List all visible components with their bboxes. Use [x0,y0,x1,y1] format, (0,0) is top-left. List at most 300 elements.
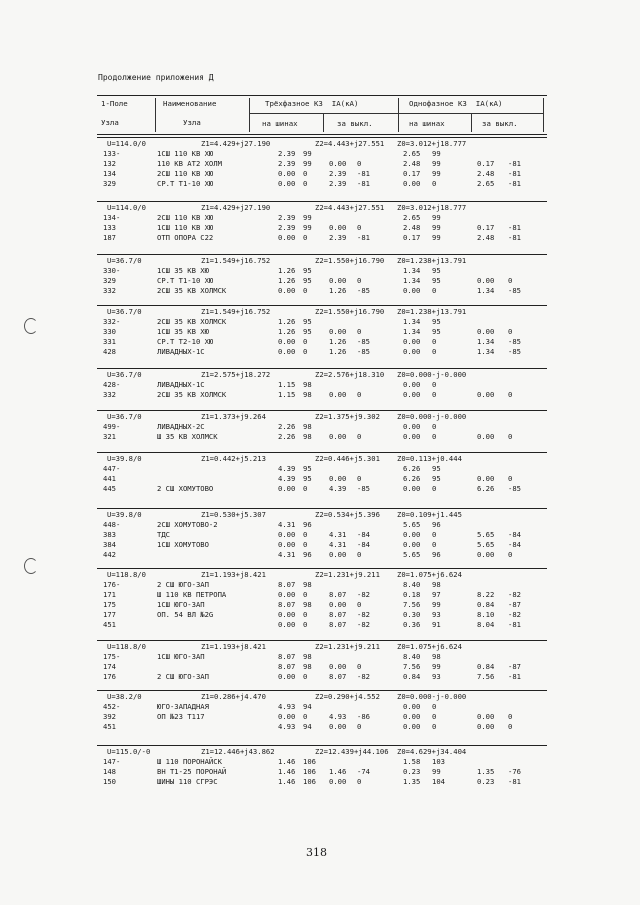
header-after-switch: за выкл. [337,119,373,128]
cell-tp-bus: 8.07 [278,652,296,661]
cell-name: 110 КВ АТ2 ХОЛМ [157,159,222,168]
cell-sp-bus: 0.00 [403,179,421,188]
cell-tp-bus-ang: 95 [303,317,312,326]
cell-tp-bus-ang: 0 [303,610,308,619]
cell-sp-bus-ang: 99 [432,159,441,168]
cell-sp-sw: 6.26 [477,484,495,493]
cell-node: 392 [103,712,116,721]
block-z2: Z2=1.550+j16.790 [315,307,385,316]
table-row [97,767,547,777]
cell-sp-bus-ang: 0 [432,432,437,441]
cell-sp-sw: 2.48 [477,169,495,178]
table-row [97,722,547,732]
table-row [97,266,547,276]
table-row [97,520,547,530]
cell-tp-sw: 0.00 [329,390,347,399]
cell-name: ЛИВАДНЫХ-2С [157,422,205,431]
cell-tp-bus-ang: 0 [303,179,308,188]
cell-name: 1СШ 110 КВ ХЮ [157,223,214,232]
cell-sp-sw: 2.48 [477,233,495,242]
cell-tp-sw-ang: 0 [357,600,362,609]
cell-name: СР.Т Т1-10 ХЮ [157,179,214,188]
cell-sp-sw-ang: -84 [508,530,521,539]
cell-sp-sw-ang: -81 [508,179,521,188]
cell-name: ЮГО-ЗАПАДНАЯ [157,702,209,711]
block-header [97,412,547,422]
table-row [97,286,547,296]
cell-tp-bus-ang: 0 [303,286,308,295]
cell-name: 1СШ 35 КВ ХЮ [157,327,209,336]
cell-sp-bus: 0.00 [403,422,421,431]
block-header [97,256,547,266]
block-u: U=39.8/0 [107,454,142,463]
cell-sp-sw-ang: -81 [508,620,521,629]
cell-node: 329 [103,179,116,188]
cell-sp-bus: 6.26 [403,464,421,473]
block-z0: Z0=1.075+j6.624 [397,642,462,651]
block-z1: Z1=1.193+j8.421 [201,642,266,651]
header-on-buses: на шинах [262,119,298,128]
cell-sp-sw-ang: -76 [508,767,521,776]
cell-node: 175- [103,652,121,661]
cell-tp-sw: 0.00 [329,777,347,786]
cell-sp-sw-ang: 0 [508,276,513,285]
cell-sp-bus: 1.34 [403,276,421,285]
cell-sp-sw: 8.10 [477,610,495,619]
table-row [97,390,547,400]
block-z1: Z1=12.446+j43.862 [201,747,275,756]
cell-name: 2 СШ ЮГО-ЗАП [157,580,209,589]
cell-tp-sw-ang: -81 [357,169,370,178]
table-row [97,620,547,630]
cell-sp-bus: 0.17 [403,169,421,178]
cell-tp-bus: 2.26 [278,422,296,431]
cell-sp-sw: 0.84 [477,662,495,671]
cell-sp-bus: 0.36 [403,620,421,629]
cell-tp-bus: 2.39 [278,149,296,158]
cell-node: 499- [103,422,121,431]
cell-tp-sw-ang: 0 [357,276,362,285]
block-z1: Z1=1.193+j8.421 [201,570,266,579]
block-z1: Z1=0.530+j5.307 [201,510,266,519]
cell-sp-bus: 0.00 [403,286,421,295]
table-row [97,712,547,722]
cell-tp-sw-ang: -84 [357,540,370,549]
block-u: U=39.8/0 [107,510,142,519]
cell-sp-bus: 0.30 [403,610,421,619]
block-z2: Z2=4.443+j27.551 [315,203,385,212]
header-on-buses-single: на шинах [409,119,445,128]
cell-node: 177 [103,610,116,619]
cell-tp-sw-ang: -82 [357,672,370,681]
cell-tp-bus-ang: 99 [303,149,312,158]
cell-tp-bus: 0.00 [278,484,296,493]
cell-node: 176- [103,580,121,589]
cell-node: 176 [103,672,116,681]
table-row [97,662,547,672]
block-z2: Z2=1.550+j16.790 [315,256,385,265]
cell-tp-bus-ang: 99 [303,213,312,222]
block-header [97,307,547,317]
cell-tp-bus-ang: 95 [303,327,312,336]
cell-sp-bus-ang: 98 [432,652,441,661]
cell-sp-bus-ang: 99 [432,233,441,242]
page-number: 318 [306,846,327,859]
cell-sp-sw: 2.65 [477,179,495,188]
block-z1: Z1=4.429+j27.190 [201,203,271,212]
cell-sp-bus: 7.56 [403,600,421,609]
cell-tp-bus-ang: 106 [303,777,316,786]
table-row [97,540,547,550]
block-z1: Z1=0.286+j4.470 [201,692,266,701]
block-z0: Z0=0.000-j-0.000 [397,692,467,701]
block-z2: Z2=4.443+j27.551 [315,139,385,148]
cell-node: 332- [103,317,121,326]
cell-tp-bus-ang: 98 [303,600,312,609]
cell-node: 329 [103,276,116,285]
cell-sp-bus-ang: 97 [432,590,441,599]
block-z0: Z0=0.000-j-0.000 [397,412,467,421]
table-row [97,464,547,474]
block-u: U=118.8/0 [107,570,146,579]
cell-name: ОТП ОПОРА С22 [157,233,214,242]
cell-tp-sw: 0.00 [329,327,347,336]
table-row [97,600,547,610]
cell-tp-bus-ang: 106 [303,767,316,776]
cell-sp-bus: 0.00 [403,337,421,346]
cell-sp-bus-ang: 0 [432,702,437,711]
cell-sp-sw: 0.00 [477,432,495,441]
cell-sp-bus-ang: 0 [432,286,437,295]
cell-tp-sw: 0.00 [329,662,347,671]
cell-sp-bus: 0.00 [403,347,421,356]
cell-sp-sw: 0.84 [477,600,495,609]
cell-name: 2СШ ХОМУТОВО-2 [157,520,218,529]
cell-sp-bus-ang: 95 [432,327,441,336]
cell-tp-bus: 4.39 [278,464,296,473]
cell-sp-bus-ang: 98 [432,580,441,589]
cell-node: 383 [103,530,116,539]
cell-tp-bus-ang: 95 [303,474,312,483]
cell-node: 330- [103,266,121,275]
cell-tp-bus: 0.00 [278,540,296,549]
cell-tp-sw-ang: 0 [357,474,362,483]
cell-tp-sw: 1.26 [329,347,347,356]
table-row [97,757,547,767]
cell-sp-bus: 0.00 [403,702,421,711]
cell-tp-bus: 8.07 [278,580,296,589]
cell-sp-sw-ang: 0 [508,474,513,483]
table-row [97,337,547,347]
cell-tp-bus: 2.39 [278,213,296,222]
cell-name: 1СШ 110 КВ ХЮ [157,149,214,158]
cell-sp-bus-ang: 95 [432,464,441,473]
table-row [97,672,547,682]
cell-name: Ш 110 КВ ПЕТРОПА [157,590,227,599]
cell-name: ЛИВАДНЫХ-1С [157,347,205,356]
table-row [97,213,547,223]
scan-mark [24,558,38,574]
block-z1: Z1=2.575+j18.272 [201,370,271,379]
block-u: U=36.7/0 [107,307,142,316]
cell-tp-bus-ang: 94 [303,722,312,731]
cell-tp-sw-ang: -82 [357,590,370,599]
cell-tp-sw: 0.00 [329,600,347,609]
cell-sp-bus-ang: 104 [432,777,445,786]
cell-tp-bus: 2.26 [278,432,296,441]
block-z2: Z2=0.290+j4.552 [315,692,380,701]
cell-sp-sw: 0.17 [477,223,495,232]
cell-sp-sw-ang: 0 [508,327,513,336]
cell-sp-sw: 5.65 [477,540,495,549]
cell-sp-bus: 5.65 [403,550,421,559]
block-header [97,642,547,652]
cell-tp-bus: 1.46 [278,777,296,786]
cell-tp-bus: 1.26 [278,276,296,285]
table-row [97,580,547,590]
cell-tp-sw-ang: 0 [357,722,362,731]
block-z0: Z0=3.012+j18.777 [397,203,467,212]
cell-node: 171 [103,590,116,599]
cell-tp-bus: 0.00 [278,530,296,539]
cell-sp-sw: 0.17 [477,159,495,168]
cell-node: 150 [103,777,116,786]
table-row [97,223,547,233]
header-name-line2: Узла [183,118,201,127]
cell-sp-bus-ang: 96 [432,520,441,529]
cell-sp-bus: 0.00 [403,722,421,731]
cell-node: 447- [103,464,121,473]
cell-tp-bus: 4.93 [278,702,296,711]
cell-node: 445 [103,484,116,493]
cell-name: 2 СШ ЮГО-ЗАП [157,672,209,681]
cell-sp-bus-ang: 0 [432,347,437,356]
table-row [97,347,547,357]
cell-sp-bus: 6.26 [403,474,421,483]
table-row [97,149,547,159]
cell-sp-bus: 0.23 [403,767,421,776]
cell-tp-bus: 0.00 [278,620,296,629]
cell-tp-bus-ang: 0 [303,169,308,178]
cell-tp-bus-ang: 98 [303,422,312,431]
cell-node: 448- [103,520,121,529]
cell-tp-bus: 0.00 [278,179,296,188]
cell-tp-bus: 0.00 [278,672,296,681]
block-z2: Z2=0.534+j5.396 [315,510,380,519]
cell-sp-bus: 0.00 [403,540,421,549]
cell-tp-sw: 8.07 [329,590,347,599]
cell-name: 2СШ 35 КВ ХОЛМСК [157,390,227,399]
cell-tp-sw-ang: -81 [357,179,370,188]
cell-name: 1СШ ЮГО-ЗАП [157,652,205,661]
cell-sp-bus: 1.34 [403,317,421,326]
cell-tp-sw: 8.07 [329,672,347,681]
cell-tp-bus-ang: 0 [303,347,308,356]
cell-node: 384 [103,540,116,549]
cell-tp-bus-ang: 99 [303,159,312,168]
block-u: U=36.7/0 [107,256,142,265]
cell-tp-bus-ang: 0 [303,540,308,549]
table-row [97,380,547,390]
header-single-phase: Однофазное КЗ IA(кA) [409,99,503,108]
cell-tp-bus: 0.00 [278,169,296,178]
cell-node: 147- [103,757,121,766]
cell-sp-bus-ang: 0 [432,712,437,721]
cell-sp-bus-ang: 0 [432,380,437,389]
cell-sp-bus-ang: 95 [432,266,441,275]
cell-sp-bus-ang: 99 [432,213,441,222]
cell-tp-sw: 0.00 [329,159,347,168]
cell-tp-bus-ang: 95 [303,266,312,275]
cell-sp-sw: 0.23 [477,777,495,786]
cell-node: 332 [103,286,116,295]
cell-sp-sw-ang: -82 [508,590,521,599]
cell-sp-bus: 0.00 [403,530,421,539]
cell-sp-sw-ang: 0 [508,432,513,441]
cell-tp-sw: 1.26 [329,337,347,346]
block-u: U=115.0/-0 [107,747,151,756]
cell-tp-bus: 1.46 [278,767,296,776]
cell-sp-bus: 2.65 [403,213,421,222]
cell-tp-sw: 4.31 [329,540,347,549]
cell-sp-sw-ang: -81 [508,169,521,178]
cell-tp-bus-ang: 98 [303,580,312,589]
block-header [97,139,547,149]
block-u: U=118.8/0 [107,642,146,651]
block-z2: Z2=12.439+j44.106 [315,747,389,756]
cell-sp-bus: 8.40 [403,580,421,589]
cell-sp-sw-ang: 0 [508,550,513,559]
cell-tp-bus-ang: 98 [303,380,312,389]
cell-tp-sw-ang: -82 [357,610,370,619]
cell-sp-bus-ang: 95 [432,474,441,483]
cell-tp-sw: 2.39 [329,169,347,178]
cell-name: 2СШ 35 КВ ХОЛМСК [157,317,227,326]
block-z0: Z0=0.000-j-0.000 [397,370,467,379]
cell-tp-sw-ang: 0 [357,159,362,168]
cell-sp-sw: 5.65 [477,530,495,539]
cell-sp-bus-ang: 103 [432,757,445,766]
cell-node: 441 [103,474,116,483]
scan-mark [24,318,38,334]
cell-node: 452- [103,702,121,711]
block-z0: Z0=1.075+j6.624 [397,570,462,579]
cell-sp-sw-ang: -81 [508,777,521,786]
cell-tp-bus-ang: 98 [303,652,312,661]
cell-name: 2СШ 110 КВ ХЮ [157,213,214,222]
cell-tp-bus-ang: 94 [303,702,312,711]
cell-tp-sw-ang: -85 [357,347,370,356]
cell-tp-sw-ang: 0 [357,390,362,399]
cell-node: 132 [103,159,116,168]
cell-sp-sw-ang: -85 [508,347,521,356]
table-row [97,179,547,189]
cell-tp-bus: 0.00 [278,590,296,599]
table-row [97,610,547,620]
cell-tp-sw: 0.00 [329,223,347,232]
cell-tp-bus-ang: 0 [303,620,308,629]
cell-sp-bus-ang: 0 [432,390,437,399]
cell-tp-sw: 4.31 [329,530,347,539]
cell-sp-sw-ang: -87 [508,662,521,671]
table-row [97,590,547,600]
cell-tp-bus: 1.26 [278,327,296,336]
cell-sp-bus: 1.34 [403,266,421,275]
cell-tp-bus: 1.46 [278,757,296,766]
block-u: U=36.7/0 [107,412,142,421]
cell-tp-sw-ang: 0 [357,662,362,671]
cell-node: 134- [103,213,121,222]
cell-tp-bus-ang: 0 [303,712,308,721]
cell-sp-sw-ang: 0 [508,390,513,399]
cell-tp-sw-ang: -85 [357,286,370,295]
cell-name: Ш 110 ПОРОНАЙСК [157,757,222,766]
block-z2: Z2=1.231+j9.211 [315,570,380,579]
block-u: U=36.7/0 [107,370,142,379]
cell-tp-sw: 1.26 [329,286,347,295]
cell-sp-sw: 0.00 [477,327,495,336]
cell-tp-sw-ang: -85 [357,484,370,493]
cell-tp-bus: 8.07 [278,662,296,671]
cell-node: 175 [103,600,116,609]
cell-name: 1СШ ЮГО-ЗАП [157,600,205,609]
block-z1: Z1=0.442+j5.213 [201,454,266,463]
cell-tp-sw: 4.39 [329,484,347,493]
cell-sp-sw: 0.00 [477,390,495,399]
cell-tp-sw-ang: 0 [357,327,362,336]
cell-sp-sw: 0.00 [477,474,495,483]
cell-tp-bus-ang: 99 [303,223,312,232]
cell-sp-bus: 2.48 [403,159,421,168]
cell-tp-sw-ang: 0 [357,550,362,559]
block-z1: Z1=4.429+j27.190 [201,139,271,148]
cell-sp-sw-ang: -85 [508,484,521,493]
cell-sp-sw: 1.34 [477,337,495,346]
cell-tp-bus-ang: 0 [303,337,308,346]
cell-tp-sw-ang: -86 [357,712,370,721]
header-name-line1: Наименование [163,99,217,108]
table-row [97,432,547,442]
cell-sp-bus: 1.58 [403,757,421,766]
cell-tp-sw: 0.00 [329,474,347,483]
block-header [97,510,547,520]
cell-tp-bus: 8.07 [278,600,296,609]
cell-sp-sw-ang: -87 [508,600,521,609]
cell-sp-bus-ang: 0 [432,337,437,346]
cell-name: ШИНЫ 110 СГРЭС [157,777,218,786]
table-row [97,169,547,179]
header-three-phase: Трёхфазное КЗ IA(кA) [265,99,359,108]
cell-tp-bus-ang: 98 [303,662,312,671]
cell-node: 133 [103,223,116,232]
cell-node: 174 [103,662,116,671]
cell-tp-sw-ang: -82 [357,620,370,629]
table-row [97,159,547,169]
cell-node: 451 [103,722,116,731]
cell-name: СР.Т Т1-10 ХЮ [157,276,214,285]
cell-tp-bus: 1.15 [278,390,296,399]
cell-sp-sw-ang: -81 [508,159,521,168]
cell-node: 148 [103,767,116,776]
cell-sp-bus: 0.00 [403,380,421,389]
cell-name: Ш 35 КВ ХОЛМСК [157,432,218,441]
cell-name: ЛИВАДНЫХ-1С [157,380,205,389]
cell-tp-bus-ang: 0 [303,590,308,599]
cell-tp-bus-ang: 0 [303,484,308,493]
cell-sp-sw: 1.34 [477,347,495,356]
cell-node: 187 [103,233,116,242]
block-z0: Z0=0.113+j0.444 [397,454,462,463]
